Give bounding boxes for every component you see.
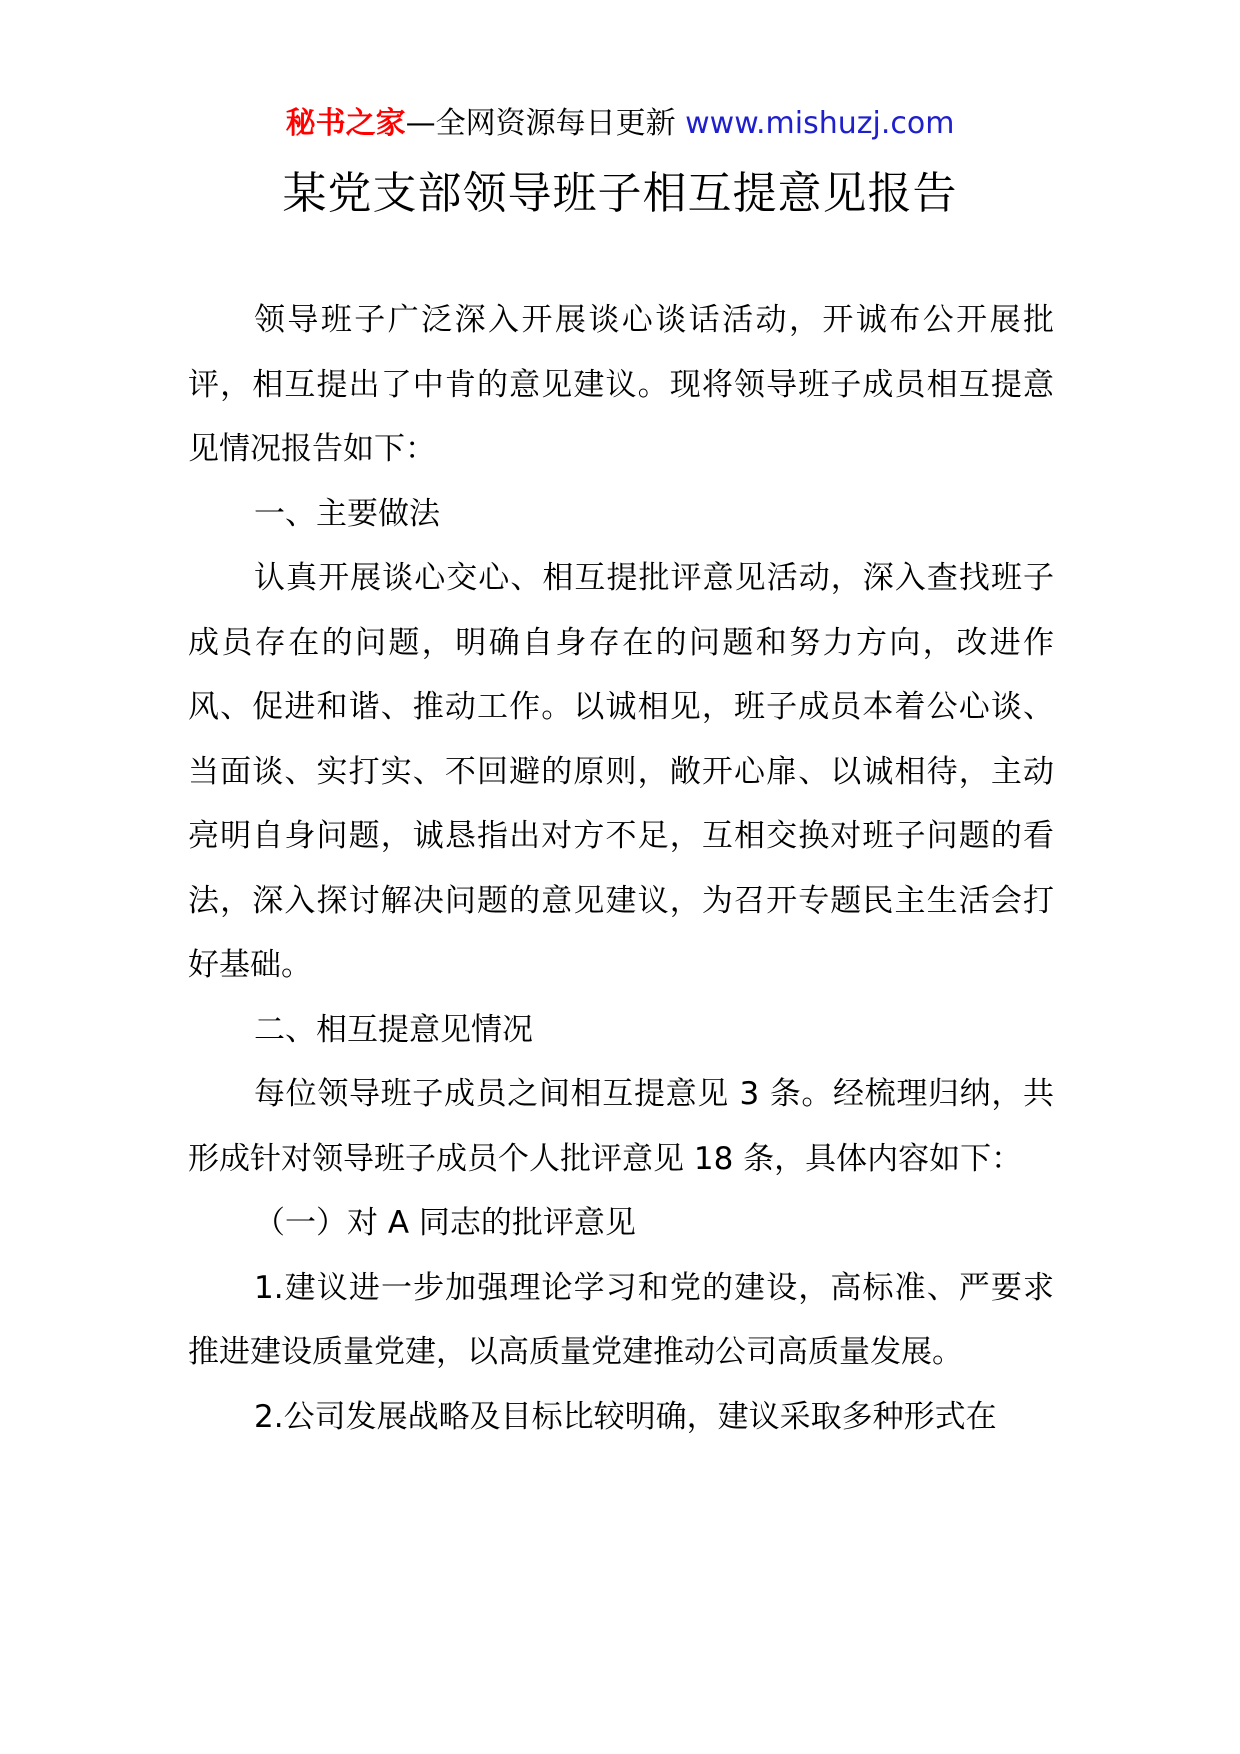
site-url-link[interactable]: www.mishuzj.com bbox=[685, 106, 955, 141]
site-header bbox=[0, 104, 1240, 144]
header-slogan: —全网资源每日更新 bbox=[405, 106, 676, 141]
body-paragraph: 认真开展谈心交心、相互提批评意见活动，深入查找班子成员存在的问题，明确自身存在的问题和努力方向，改进作风、促进和谐、推动工作。以诚相见，班子成员本着公心谈、当面谈、实打实、不回避的原则，敞开心扉、以诚相待，主动亮明自身问题，诚恳指出对方不足，互相交换对班子问题的看法，深入探讨解决问题的意见建议，为召开专题民主生活会打好基础。 bbox=[188, 560, 1054, 983]
subsection-heading: （一）对 A 同志的批评意见 bbox=[254, 1205, 636, 1241]
section-heading-2: 二、相互提意见情况 bbox=[254, 1011, 533, 1048]
section-heading-1: 一、主要做法 bbox=[254, 495, 440, 532]
list-item: 2.公司发展战略及目标比较明确，建议采取多种形式在 bbox=[254, 1398, 997, 1435]
intro-paragraph: 领导班子广泛深入开展谈心谈话活动，开诚布公开展批评，相互提出了中肯的意见建议。现将领导班子成员相互提意见情况报告如下： bbox=[188, 302, 1054, 467]
document-body bbox=[188, 288, 1054, 1449]
body-paragraph: 每位领导班子成员之间相互提意见 3 条。经梳理归纳，共形成针对领导班子成员个人批评意见 18 条，具体内容如下： bbox=[188, 1076, 1054, 1177]
list-item: 1.建议进一步加强理论学习和党的建设，高标准、严要求推进建设质量党建，以高质量党建推动公司高质量发展。 bbox=[188, 1269, 1054, 1370]
brand-name: 秘书之家 bbox=[285, 106, 406, 141]
document-title: 某党支部领导班子相互提意见报告 bbox=[282, 168, 958, 219]
